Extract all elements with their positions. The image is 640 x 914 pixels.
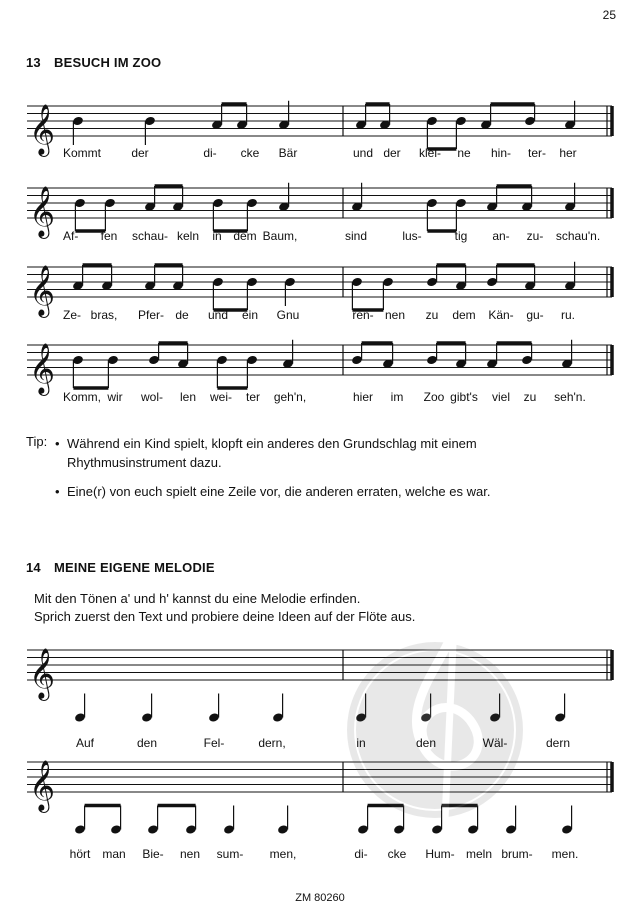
intro-line: Mit den Tönen a' und h' kannst du eine Melodie erfinden. bbox=[34, 591, 361, 606]
lyric-syllable: Baum, bbox=[262, 229, 298, 243]
tip-item-text: Eine(r) von euch spielt eine Zeile vor, die anderen erraten, welche es war. bbox=[67, 484, 491, 499]
tip-label: Tip: bbox=[26, 434, 48, 449]
lyric-syllable: ter bbox=[245, 390, 261, 404]
lyric-syllable: Wäl- bbox=[482, 736, 508, 750]
lyric-syllable: cke bbox=[240, 146, 260, 160]
lyric-syllable: Gnu bbox=[276, 308, 300, 322]
lyric-syllable: zu bbox=[425, 308, 439, 322]
lyric-syllable: zu- bbox=[526, 229, 544, 243]
song-13-lyrics-row-2 bbox=[0, 229, 640, 245]
lyric-syllable: sum- bbox=[216, 847, 244, 861]
lyric-syllable: Ze- bbox=[63, 308, 81, 322]
lyric-syllable: viel bbox=[491, 390, 511, 404]
lyric-syllable: schau- bbox=[131, 229, 169, 243]
lyric-syllable: dern, bbox=[258, 736, 286, 750]
lyric-syllable: her bbox=[559, 146, 577, 160]
lyric-syllable: Kän- bbox=[488, 308, 514, 322]
tip-item-2 bbox=[55, 482, 525, 501]
lyric-syllable: Pfer- bbox=[137, 308, 165, 322]
footer-code: ZM 80260 bbox=[295, 892, 345, 904]
song-14-number: 14 bbox=[26, 560, 41, 575]
treble-clef-icon: 𝄞 bbox=[29, 265, 56, 316]
tip-item-text: Während ein Kind spielt, klopft ein anderes den Grundschlag mit einem Rhythmusinstrument dazu. bbox=[67, 436, 477, 470]
lyric-syllable: de bbox=[175, 308, 189, 322]
lyric-syllable: ter- bbox=[528, 146, 546, 160]
song-14-intro bbox=[34, 590, 415, 626]
song-14-title-text: MEINE EIGENE MELODIE bbox=[54, 560, 215, 575]
lyric-syllable: der bbox=[383, 146, 401, 160]
treble-clef-icon: 𝄞 bbox=[29, 186, 56, 237]
song-13-lyrics-row-3 bbox=[0, 308, 640, 324]
song-13-title-text: BESUCH IM ZOO bbox=[54, 55, 162, 70]
tip-item-1 bbox=[55, 434, 525, 472]
lyric-syllable: di- bbox=[203, 146, 217, 160]
lyric-syllable: schau'n. bbox=[555, 229, 601, 243]
watermark-logo bbox=[347, 600, 523, 820]
song-13-lyrics-row-1 bbox=[0, 146, 640, 162]
lyric-syllable: Komm, bbox=[63, 390, 102, 404]
treble-clef-icon: 𝄞 bbox=[29, 760, 56, 811]
treble-clef-icon: 𝄞 bbox=[29, 648, 56, 699]
lyric-syllable: Af- bbox=[63, 229, 79, 243]
lyric-syllable: klei- bbox=[418, 146, 442, 160]
lyric-syllable: Bie- bbox=[142, 847, 164, 861]
lyric-syllable: hin- bbox=[490, 146, 512, 160]
lyric-syllable: ru. bbox=[560, 308, 576, 322]
lyric-syllable: Bär bbox=[278, 146, 298, 160]
lyric-syllable: wir bbox=[107, 390, 123, 404]
lyric-syllable: an- bbox=[492, 229, 510, 243]
intro-line: Sprich zuerst den Text und probiere deine Ideen auf der Flöte aus. bbox=[34, 609, 416, 624]
lyric-syllable: keln bbox=[176, 229, 200, 243]
lyric-syllable: ne bbox=[457, 146, 471, 160]
lyric-syllable: seh'n. bbox=[554, 390, 586, 404]
lyric-syllable: dem bbox=[233, 229, 257, 243]
lyric-syllable: meln bbox=[465, 847, 493, 861]
song-14-lyrics-row-2 bbox=[0, 847, 640, 863]
lyric-syllable: Kommt bbox=[63, 146, 102, 160]
lyric-syllable: cke bbox=[387, 847, 407, 861]
lyric-syllable: im bbox=[390, 390, 404, 404]
lyric-syllable: ein bbox=[241, 308, 259, 322]
song-14-title bbox=[26, 560, 215, 575]
lyric-syllable: nen bbox=[179, 847, 201, 861]
lyric-syllable: nen bbox=[384, 308, 406, 322]
lyric-syllable: men, bbox=[269, 847, 297, 861]
lyric-syllable: der bbox=[131, 146, 149, 160]
lyric-syllable: sind bbox=[344, 229, 368, 243]
lyric-syllable: di- bbox=[354, 847, 368, 861]
lyric-syllable: und bbox=[207, 308, 229, 322]
lyric-syllable: bras, bbox=[90, 308, 118, 322]
lyric-syllable: Fel- bbox=[203, 736, 225, 750]
lyric-syllable: Zoo bbox=[423, 390, 445, 404]
lyric-syllable: Auf bbox=[75, 736, 95, 750]
treble-clef-icon: 𝄞 bbox=[29, 343, 56, 394]
lyric-syllable: den bbox=[136, 736, 158, 750]
lyric-syllable: lus- bbox=[402, 229, 422, 243]
lyric-syllable: ren- bbox=[352, 308, 374, 322]
page-number: 25 bbox=[602, 8, 616, 22]
lyric-syllable: wol- bbox=[140, 390, 164, 404]
song-14-lyrics-row-1 bbox=[0, 736, 640, 752]
lyric-syllable: hört bbox=[69, 847, 91, 861]
lyric-syllable: den bbox=[415, 736, 437, 750]
lyric-syllable: hier bbox=[352, 390, 374, 404]
lyric-syllable: dem bbox=[452, 308, 476, 322]
lyric-syllable: und bbox=[352, 146, 374, 160]
lyric-syllable: zu bbox=[523, 390, 537, 404]
treble-clef-icon: 𝄞 bbox=[29, 104, 56, 155]
song-13-lyrics-row-4 bbox=[0, 390, 640, 406]
lyric-syllable: in bbox=[356, 736, 366, 750]
lyric-syllable: wei- bbox=[209, 390, 233, 404]
lyric-syllable: men. bbox=[551, 847, 579, 861]
lyric-syllable: len bbox=[179, 390, 197, 404]
lyric-syllable: man bbox=[102, 847, 126, 861]
song-13-number: 13 bbox=[26, 55, 41, 70]
lyric-syllable: Hum- bbox=[425, 847, 455, 861]
bullet-icon: • bbox=[55, 436, 60, 451]
lyric-syllable: brum- bbox=[501, 847, 533, 861]
lyric-syllable: gibt's bbox=[450, 390, 478, 404]
lyric-syllable: gu- bbox=[526, 308, 544, 322]
lyric-syllable: fen bbox=[100, 229, 118, 243]
lyric-syllable: in bbox=[212, 229, 222, 243]
bullet-icon: • bbox=[55, 484, 60, 499]
lyric-syllable: tig bbox=[454, 229, 468, 243]
lyric-syllable: dern bbox=[545, 736, 571, 750]
lyric-syllable: geh'n, bbox=[273, 390, 307, 404]
